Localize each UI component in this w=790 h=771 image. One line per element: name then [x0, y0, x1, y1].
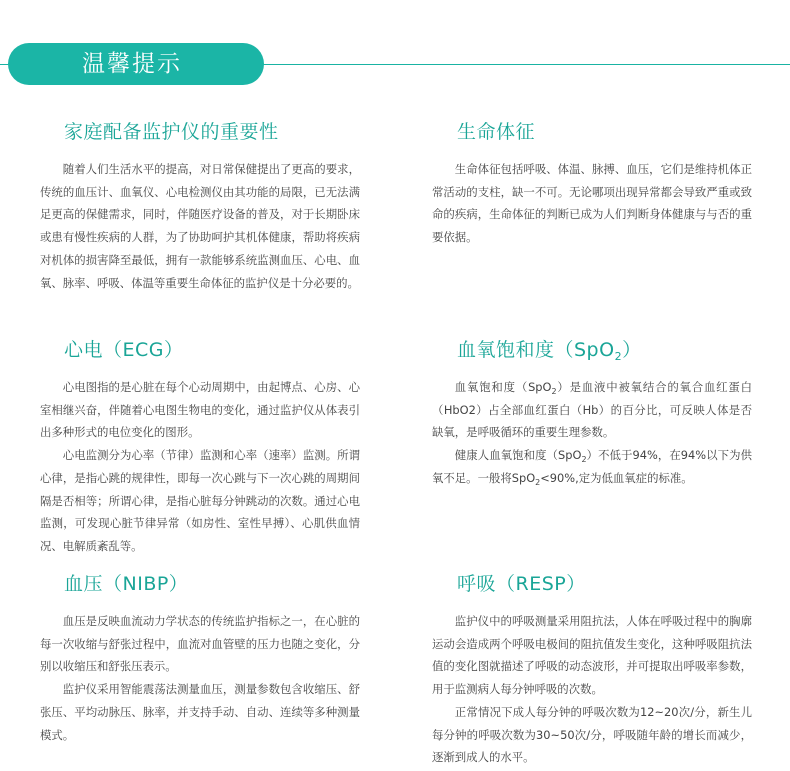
paragraph: 心电图指的是心脏在每个心动周期中，由起博点、心房、心室相继兴奋，伴随着心电图生物电的变化，通过监护仪从体表引出多种形式的电位变化的图形。 [40, 380, 360, 440]
section-ecg [40, 337, 360, 558]
paragraph [432, 376, 752, 444]
text-run: ）不低于94%，在94%以下为供氧不足。一般将SpO [432, 448, 752, 485]
paragraph: 监护仪中的呼吸测量采用阻抗法，人体在呼吸过程中的胸廓运动会造成两个呼吸电极间的阻抗值发生变化，这种呼吸阻抗法值的变化图就描述了呼吸的动态波形，并可提取出呼吸率参数，用于监测病人每分钟呼吸的次数。 [432, 614, 752, 697]
section-title: 家庭配备监护仪的重要性 [64, 121, 279, 143]
paragraph: 生命体征包括呼吸、体温、脉搏、血压，它们是维持机体正常活动的支柱，缺一不可。无论哪项出现异常都会导致严重或致命的疾病，生命体征的判断已成为人们判断身体健康与与否的重要依据。 [432, 162, 752, 245]
section-body [432, 610, 752, 769]
section-resp [432, 571, 752, 769]
section-title-text: 血氧饱和度（SpO [457, 339, 615, 361]
section-home-monitor [40, 119, 360, 294]
subscript: 2 [535, 477, 541, 487]
text-run: 健康人血氧饱和度（SpO [454, 448, 582, 463]
text-run: 血氧饱和度（SpO [454, 380, 552, 394]
section-title: 生命体征 [457, 121, 536, 143]
section-vital-signs [432, 119, 752, 249]
paragraph [432, 444, 752, 489]
section-body [40, 376, 360, 558]
paragraph: 血压是反映血流动力学状态的传统监护指标之一，在心脏的每一次收缩与舒张过程中，血流对血管壁的压力也随之变化，分别以收缩压和舒张压表示。 [40, 614, 360, 674]
section-body [432, 158, 752, 249]
paragraph: 心电监测分为心率（节律）监测和心率（速率）监测。所谓心律，是指心跳的规律性，即每一次心跳与下一次心跳的周期间隔是否相等；所谓心律，是指心脏每分钟跳动的次数。通过心电监测，可发现心脏节律异常（如房性、室性早搏）、心肌供血情况、电解质紊乱等。 [40, 448, 360, 553]
paragraph: 监护仪采用智能震荡法测量血压，测量参数包含收缩压、舒张压、平均动脉压、脉率，并支持手动、自动、连续等多种测量模式。 [40, 682, 360, 742]
subscript: 2 [551, 387, 557, 396]
section-title: 血压（NIBP） [64, 573, 189, 595]
section-title [457, 337, 752, 363]
section-title-end: ） [622, 339, 642, 361]
paragraph: 随着人们生活水平的提高，对日常保健提出了更高的要求，传统的血压计、血氧仪、心电检测仪由其功能的局限，已无法满足更高的保健需求，同时，伴随医疗设备的普及，对于长期卧床或患有慢性疾病的人群，为了协助呵护其机体健康，帮助将疾病对机体的损害降至最低，拥有一款能够系统监测血压、心电、血氧、脉率、呼吸、体温等重要生命体征的监护仪是十分必要的。 [40, 162, 360, 290]
text-run: ）是血液中被氧结合的氧合血红蛋白（HbO2）占全部血红蛋白（Hb）的百分比，可反映人体是否缺氧，是呼吸循环的重要生理参数。 [432, 380, 752, 440]
section-nibp [40, 571, 360, 746]
section-body [40, 158, 360, 294]
subscript: 2 [581, 455, 587, 465]
section-spo2 [432, 337, 752, 490]
text-run: <90%,定为低血氧症的标准。 [540, 470, 693, 485]
section-title: 呼吸（RESP） [457, 573, 586, 595]
subscript: 2 [614, 350, 623, 363]
paragraph: 正常情况下成人每分钟的呼吸次数为12~20次/分，新生儿每分钟的呼吸次数为30~50次/分，呼吸随年龄的增长而减少，逐渐到成人的水平。 [432, 704, 752, 765]
section-title: 心电（ECG） [64, 339, 184, 361]
page-title: 温馨提示 [82, 51, 182, 77]
section-body [40, 610, 360, 746]
section-body [432, 376, 752, 490]
